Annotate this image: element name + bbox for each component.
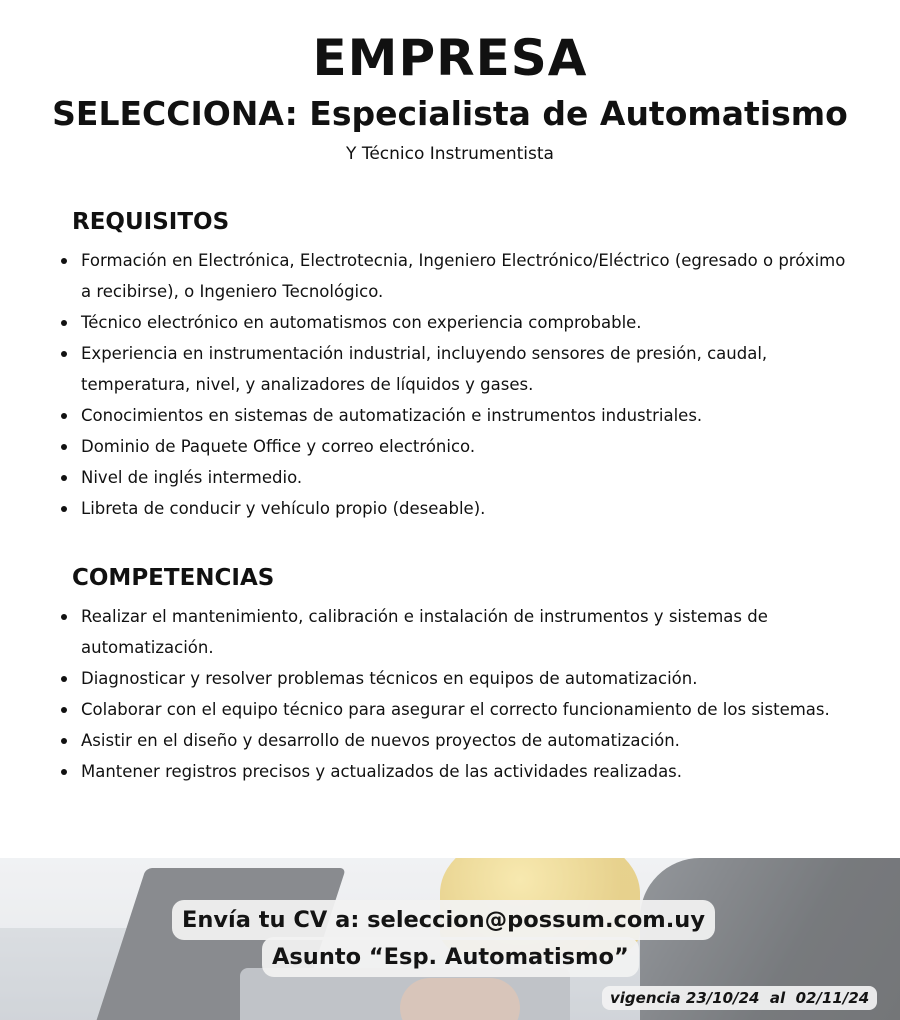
list-item: Colaborar con el equipo técnico para asegurar el correcto funcionamiento de los sistemas. — [60, 694, 860, 725]
position-subtitle: Y Técnico Instrumentista — [346, 144, 554, 164]
list-item: Libreta de conducir y vehículo propio (deseable). — [60, 493, 860, 524]
list-item: Dominio de Paquete Office y correo electrónico. — [60, 431, 860, 462]
competencias-heading: COMPETENCIAS — [72, 565, 275, 591]
list-item: Mantener registros precisos y actualizados de las actividades realizadas. — [60, 756, 860, 787]
validity-dates: vigencia 23/10/24 al 02/11/24 — [602, 986, 877, 1010]
list-item: Asistir en el diseño y desarrollo de nuevos proyectos de automatización. — [60, 725, 860, 756]
position-name: Especialista de Automatismo — [309, 94, 848, 133]
cv-email-line: Envía tu CV a: seleccion@possum.com.uy — [172, 900, 715, 940]
requisitos-list — [60, 245, 860, 524]
list-item: Conocimientos en sistemas de automatización e instrumentos industriales. — [60, 400, 860, 431]
position-title — [0, 92, 900, 136]
list-item: Formación en Electrónica, Electrotecnia, Ingeniero Electrónico/Eléctrico (egresado o próximo a recibirse), o Ingeniero Tecnológico. — [60, 245, 860, 307]
subject-line: Asunto “Esp. Automatismo” — [262, 937, 639, 977]
list-item: Nivel de inglés intermedio. — [60, 462, 860, 493]
list-item: Realizar el mantenimiento, calibración e instalación de instrumentos y sistemas de automatización. — [60, 601, 860, 663]
list-item: Experiencia en instrumentación industrial, incluyendo sensores de presión, caudal, temperatura, nivel, y analizadores de líquidos y gases. — [60, 338, 860, 400]
company-title: EMPRESA — [312, 29, 588, 87]
competencias-list — [60, 601, 860, 787]
selecciona-label: SELECCIONA: — [52, 94, 298, 133]
list-item: Diagnosticar y resolver problemas técnicos en equipos de automatización. — [60, 663, 860, 694]
list-item: Técnico electrónico en automatismos con experiencia comprobable. — [60, 307, 860, 338]
requisitos-heading: REQUISITOS — [72, 209, 230, 235]
